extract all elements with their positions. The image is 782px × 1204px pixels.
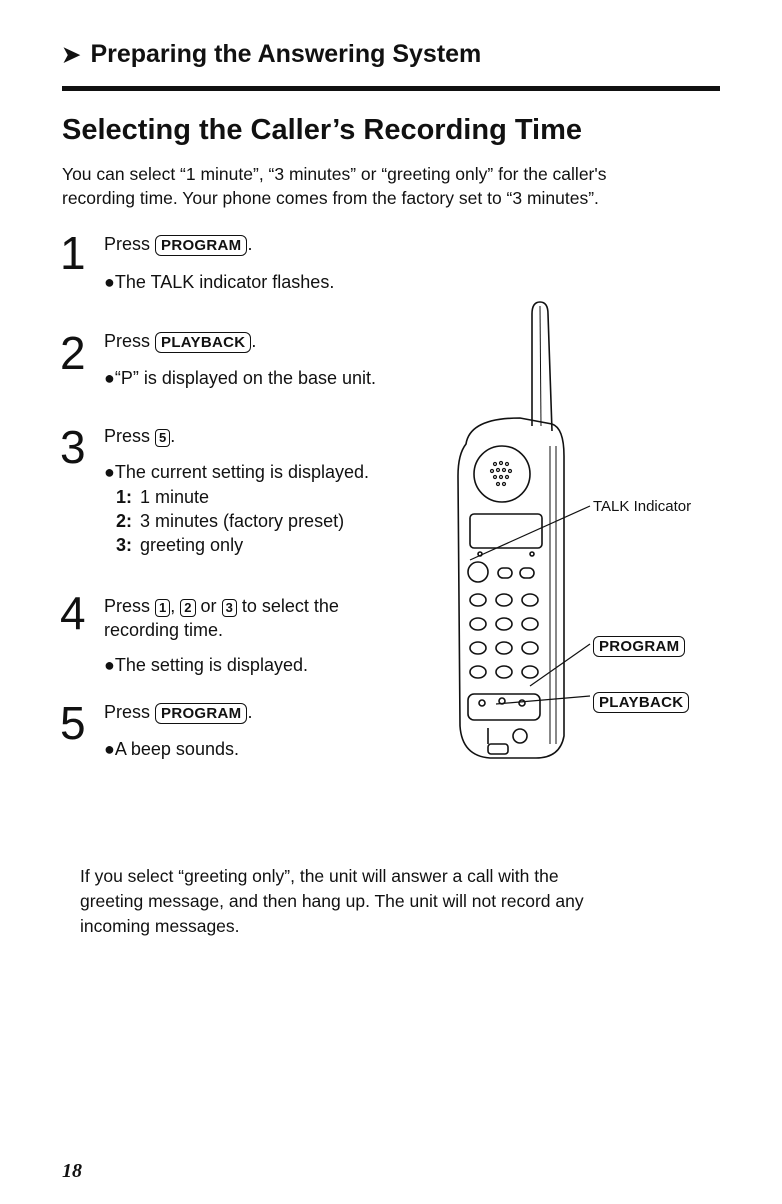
step-bullet: ●The TALK indicator flashes. [104,272,335,292]
step-instruction: Press 5 . [104,426,176,446]
intro-line: You can select “1 minute”, “3 minutes” or “greeting only” for the caller's [62,164,607,184]
step-number: 5 [60,697,86,749]
page-title: Selecting the Caller’s Recording Time [62,114,583,146]
step-number: 2 [60,327,86,379]
talk-indicator-label: TALK Indicator [593,498,692,515]
program-label [593,636,685,657]
program-key: PROGRAM [593,636,685,657]
step-instruction: Press PROGRAM . [104,234,253,254]
page-number: 18 [62,1160,82,1182]
handset-illustration [440,296,740,766]
intro-line: recording time. Your phone comes from the factory set to “3 minutes”. [62,188,599,208]
digit-2-key: 2 [180,599,195,617]
playback-key: PLAYBACK [155,332,251,353]
step-instruction: Press 1 , 2 or 3 to select the [104,596,339,616]
step-instruction: Press PLAYBACK . [104,331,257,351]
digit-3-key: 3 [222,599,237,617]
section-header [62,40,481,69]
note-line: incoming messages. [80,916,240,936]
option-item: 2: 3 minutes (factory preset) [116,511,345,531]
note-paragraph [80,864,680,939]
step-number: 4 [60,587,86,639]
digit-5-key: 5 [155,429,170,447]
header-rule [62,86,720,91]
step-instruction-cont: recording time. [104,620,224,640]
playback-label [593,692,689,713]
program-key: PROGRAM [155,235,247,256]
playback-key: PLAYBACK [593,692,689,713]
arrow-right-icon: ➤ [62,42,81,67]
digit-1-key: 1 [155,599,170,617]
program-key: PROGRAM [155,703,247,724]
step-bullet: ●“P” is displayed on the base unit. [104,368,377,388]
step-number: 1 [60,227,86,279]
step-number: 3 [60,421,86,473]
option-item: 3: greeting only [116,535,244,555]
step-bullet: ●The setting is displayed. [104,655,308,675]
note-line: If you select “greeting only”, the unit will answer a call with the [80,866,559,886]
step-bullet: ●A beep sounds. [104,739,239,759]
step-instruction: Press PROGRAM . [104,702,253,722]
intro-paragraph [62,162,742,210]
option-item: 1: 1 minute [116,487,210,507]
note-line: greeting message, and then hang up. The unit will not record any [80,891,584,911]
step-bullet: ●The current setting is displayed. [104,462,369,482]
section-title: Preparing the Answering System [90,40,482,68]
